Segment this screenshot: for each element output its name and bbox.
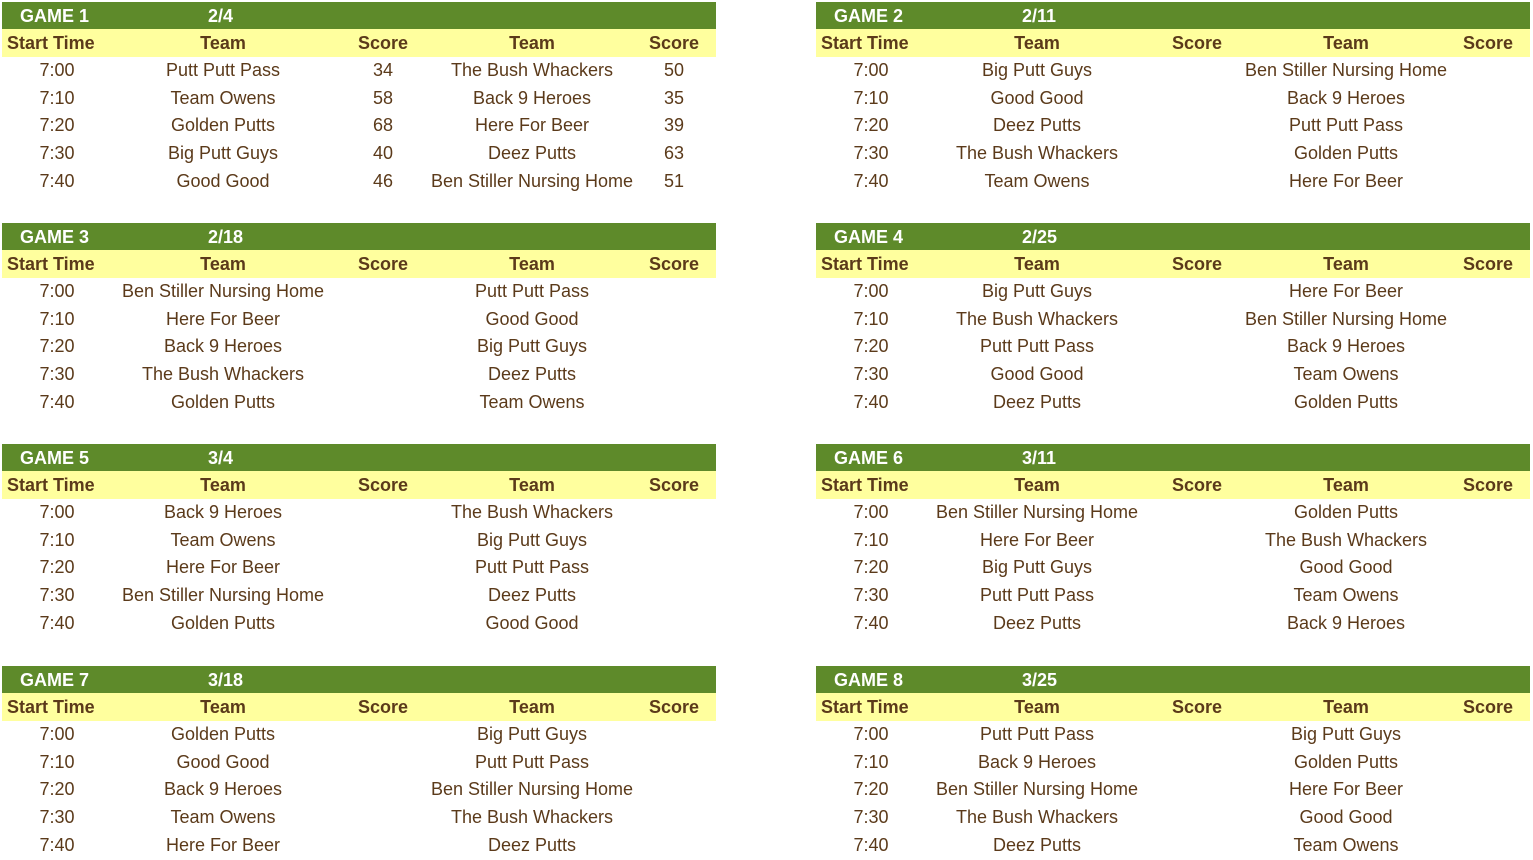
header-team: Team (200, 253, 246, 274)
score-cell (632, 609, 716, 637)
table-row (2, 140, 716, 168)
team-cell: Good Good (485, 308, 579, 329)
score-cell (1446, 582, 1530, 610)
table-row (816, 776, 1530, 804)
score-cell (1446, 140, 1530, 168)
team-cell: Here For Beer (474, 115, 590, 136)
start-time-cell: 7:30 (853, 364, 889, 385)
score-cell: 50 (663, 60, 685, 81)
score-cell (632, 749, 716, 777)
team-cell: Golden Putts (170, 724, 276, 745)
table-row (2, 361, 716, 389)
start-time-cell: 7:00 (39, 502, 75, 523)
start-time-cell: 7:20 (39, 115, 75, 136)
start-time-cell: 7:20 (39, 779, 75, 800)
team-cell: Team Owens (479, 391, 585, 412)
column-header-row (2, 29, 716, 57)
team-cell: Back 9 Heroes (1286, 87, 1406, 108)
column-header-row (2, 250, 716, 278)
game-title-row (816, 666, 1530, 693)
team-cell: Putt Putt Pass (979, 724, 1095, 745)
game-date: 3/18 (208, 670, 244, 690)
table-row (2, 57, 716, 85)
team-cell: Team Owens (170, 807, 276, 828)
team-cell: Ben Stiller Nursing Home (430, 779, 634, 800)
start-time-cell: 7:40 (853, 612, 889, 633)
table-row (816, 582, 1530, 610)
score-cell (1446, 388, 1530, 416)
column-header-row (816, 693, 1530, 721)
score-cell (632, 582, 716, 610)
table-row (816, 609, 1530, 637)
score-cell (632, 721, 716, 749)
start-time-cell: 7:10 (39, 308, 75, 329)
score-cell (1446, 278, 1530, 306)
score-cell (632, 278, 716, 306)
team-cell: Here For Beer (979, 529, 1095, 550)
team-cell: Deez Putts (487, 834, 577, 855)
team-cell: Team Owens (1293, 364, 1399, 385)
header-team: Team (509, 696, 555, 717)
start-time-cell: 7:30 (39, 143, 75, 164)
game-date: 2/11 (1022, 6, 1057, 26)
score-cell: 34 (372, 60, 394, 81)
score-cell: 40 (372, 143, 394, 164)
team-cell: Ben Stiller Nursing Home (430, 170, 634, 191)
table-row (816, 333, 1530, 361)
start-time-cell: 7:30 (39, 364, 75, 385)
team-cell: Deez Putts (487, 364, 577, 385)
team-cell: Putt Putt Pass (979, 585, 1095, 606)
start-time-cell: 7:20 (853, 779, 889, 800)
score-cell (1446, 721, 1530, 749)
score-cell (1446, 527, 1530, 555)
column-header-row (2, 471, 716, 499)
score-cell (632, 306, 716, 334)
start-time-cell: 7:10 (853, 308, 889, 329)
header-start-time: Start Time (7, 474, 95, 495)
team-cell: Team Owens (984, 170, 1090, 191)
start-time-cell: 7:40 (39, 170, 75, 191)
score-cell (632, 333, 716, 361)
table-row (2, 278, 716, 306)
start-time-cell: 7:10 (39, 751, 75, 772)
start-time-cell: 7:00 (853, 60, 889, 81)
header-team: Team (1014, 32, 1060, 53)
header-team: Team (509, 474, 555, 495)
table-row (816, 361, 1530, 389)
start-time-cell: 7:00 (853, 502, 889, 523)
game-date: 3/25 (1022, 670, 1058, 690)
game-block (2, 666, 716, 859)
team-cell: Back 9 Heroes (977, 751, 1097, 772)
game-date: 3/4 (208, 448, 234, 468)
table-row (2, 804, 716, 832)
header-start-time: Start Time (821, 32, 909, 53)
game-title-row (2, 2, 716, 29)
table-row (2, 776, 716, 804)
table-row (816, 527, 1530, 555)
game-block (816, 444, 1530, 637)
start-time-cell: 7:30 (39, 807, 75, 828)
start-time-cell: 7:30 (39, 585, 75, 606)
header-start-time: Start Time (821, 696, 909, 717)
team-cell: Golden Putts (1293, 391, 1399, 412)
table-row (2, 527, 716, 555)
game-date: 2/25 (1022, 227, 1058, 247)
start-time-cell: 7:10 (853, 751, 889, 772)
team-cell: Golden Putts (170, 391, 276, 412)
score-cell (1446, 112, 1530, 140)
team-cell: Here For Beer (165, 308, 281, 329)
team-cell: Good Good (176, 170, 270, 191)
team-cell: The Bush Whackers (450, 807, 614, 828)
start-time-cell: 7:10 (39, 87, 75, 108)
team-cell: Golden Putts (1293, 143, 1399, 164)
score-cell (1446, 804, 1530, 832)
header-score: Score (1171, 253, 1223, 274)
table-row (816, 167, 1530, 195)
header-score: Score (1462, 32, 1514, 53)
team-cell: Ben Stiller Nursing Home (1244, 308, 1448, 329)
team-cell: Putt Putt Pass (165, 60, 281, 81)
team-cell: The Bush Whackers (450, 60, 614, 81)
team-cell: Putt Putt Pass (474, 557, 590, 578)
header-score: Score (357, 32, 409, 53)
team-cell: Back 9 Heroes (472, 87, 592, 108)
start-time-cell: 7:20 (39, 336, 75, 357)
score-cell (632, 361, 716, 389)
team-cell: Ben Stiller Nursing Home (121, 585, 325, 606)
start-time-cell: 7:10 (853, 529, 889, 550)
team-cell: The Bush Whackers (141, 364, 305, 385)
column-header-row (2, 693, 716, 721)
header-team: Team (509, 32, 555, 53)
team-cell: Big Putt Guys (981, 281, 1093, 302)
score-cell: 68 (372, 115, 394, 136)
table-row (816, 85, 1530, 113)
header-score: Score (648, 474, 700, 495)
header-score: Score (1171, 474, 1223, 495)
start-time-cell: 7:40 (39, 834, 75, 855)
team-cell: Back 9 Heroes (1286, 612, 1406, 633)
team-cell: Team Owens (1293, 834, 1399, 855)
team-cell: Deez Putts (992, 115, 1082, 136)
header-score: Score (1171, 32, 1223, 53)
header-team: Team (1014, 253, 1060, 274)
team-cell: Team Owens (1293, 585, 1399, 606)
header-score: Score (1462, 253, 1514, 274)
game-block (816, 666, 1530, 859)
table-row (2, 112, 716, 140)
table-row (816, 749, 1530, 777)
header-team: Team (1014, 474, 1060, 495)
header-team: Team (509, 253, 555, 274)
team-cell: Good Good (990, 87, 1084, 108)
start-time-cell: 7:40 (39, 612, 75, 633)
game-label: GAME 6 (834, 448, 904, 468)
team-cell: Good Good (1299, 807, 1393, 828)
team-cell: Big Putt Guys (476, 336, 588, 357)
table-row (2, 388, 716, 416)
column-header-row (816, 29, 1530, 57)
table-row (816, 278, 1530, 306)
team-cell: Big Putt Guys (981, 557, 1093, 578)
table-row (816, 112, 1530, 140)
start-time-cell: 7:00 (853, 281, 889, 302)
game-block (816, 223, 1530, 416)
team-cell: Here For Beer (1288, 779, 1404, 800)
table-row (2, 721, 716, 749)
header-start-time: Start Time (7, 696, 95, 717)
team-cell: The Bush Whackers (955, 807, 1119, 828)
score-cell (1446, 554, 1530, 582)
team-cell: Big Putt Guys (167, 143, 279, 164)
start-time-cell: 7:20 (853, 115, 889, 136)
team-cell: Team Owens (170, 529, 276, 550)
score-cell (632, 499, 716, 527)
header-team: Team (1323, 696, 1369, 717)
start-time-cell: 7:00 (39, 724, 75, 745)
header-score: Score (648, 32, 700, 53)
game-title-row (816, 2, 1530, 29)
score-cell: 51 (663, 170, 685, 191)
column-header-row (816, 250, 1530, 278)
table-row (2, 582, 716, 610)
game-label: GAME 8 (834, 670, 904, 690)
team-cell: Deez Putts (992, 834, 1082, 855)
team-cell: Big Putt Guys (476, 529, 588, 550)
start-time-cell: 7:00 (853, 724, 889, 745)
score-cell: 35 (663, 87, 685, 108)
game-date: 2/18 (208, 227, 244, 247)
game-date: 2/4 (208, 6, 234, 26)
team-cell: Golden Putts (1293, 751, 1399, 772)
game-block (2, 2, 716, 195)
table-row (2, 749, 716, 777)
score-cell (632, 388, 716, 416)
team-cell: Here For Beer (1288, 281, 1404, 302)
team-cell: Putt Putt Pass (979, 336, 1095, 357)
game-title-row (816, 223, 1530, 250)
team-cell: Big Putt Guys (981, 60, 1093, 81)
score-cell: 39 (663, 115, 685, 136)
team-cell: Ben Stiller Nursing Home (935, 779, 1139, 800)
start-time-cell: 7:10 (39, 529, 75, 550)
game-title-row (2, 223, 716, 250)
start-time-cell: 7:10 (853, 87, 889, 108)
team-cell: Golden Putts (170, 115, 276, 136)
score-cell (1446, 361, 1530, 389)
team-cell: Ben Stiller Nursing Home (935, 502, 1139, 523)
header-start-time: Start Time (7, 32, 95, 53)
table-row (816, 57, 1530, 85)
start-time-cell: 7:40 (853, 834, 889, 855)
team-cell: Deez Putts (487, 143, 577, 164)
table-row (2, 554, 716, 582)
table-row (816, 831, 1530, 859)
team-cell: Putt Putt Pass (474, 281, 590, 302)
team-cell: The Bush Whackers (450, 502, 614, 523)
score-cell (632, 776, 716, 804)
table-row (816, 140, 1530, 168)
start-time-cell: 7:40 (39, 391, 75, 412)
team-cell: Big Putt Guys (476, 724, 588, 745)
game-label: GAME 4 (834, 227, 904, 247)
team-cell: Golden Putts (1293, 502, 1399, 523)
header-team: Team (1323, 253, 1369, 274)
score-cell (1446, 749, 1530, 777)
header-start-time: Start Time (821, 253, 909, 274)
score-cell: 63 (663, 143, 685, 164)
team-cell: Here For Beer (165, 557, 281, 578)
header-score: Score (357, 474, 409, 495)
start-time-cell: 7:20 (853, 557, 889, 578)
start-time-cell: 7:40 (853, 391, 889, 412)
table-row (816, 306, 1530, 334)
game-title-row (816, 444, 1530, 471)
start-time-cell: 7:30 (853, 585, 889, 606)
header-team: Team (200, 474, 246, 495)
table-row (816, 804, 1530, 832)
header-score: Score (648, 253, 700, 274)
team-cell: Back 9 Heroes (1286, 336, 1406, 357)
team-cell: Back 9 Heroes (163, 336, 283, 357)
table-row (2, 499, 716, 527)
team-cell: Deez Putts (992, 391, 1082, 412)
header-score: Score (357, 253, 409, 274)
table-row (2, 306, 716, 334)
start-time-cell: 7:20 (39, 557, 75, 578)
table-row (2, 85, 716, 113)
start-time-cell: 7:00 (39, 281, 75, 302)
score-cell: 58 (372, 87, 394, 108)
start-time-cell: 7:40 (853, 170, 889, 191)
game-date: 3/11 (1022, 448, 1057, 468)
team-cell: Good Good (990, 364, 1084, 385)
table-row (2, 167, 716, 195)
game-title-row (2, 444, 716, 471)
table-row (816, 554, 1530, 582)
team-cell: The Bush Whackers (955, 143, 1119, 164)
header-team: Team (1014, 696, 1060, 717)
start-time-cell: 7:00 (39, 60, 75, 81)
score-cell (1446, 831, 1530, 859)
start-time-cell: 7:30 (853, 807, 889, 828)
column-header-row (816, 471, 1530, 499)
header-team: Team (1323, 474, 1369, 495)
header-start-time: Start Time (821, 474, 909, 495)
header-score: Score (1462, 696, 1514, 717)
team-cell: Here For Beer (165, 834, 281, 855)
score-cell (1446, 609, 1530, 637)
table-row (816, 499, 1530, 527)
header-start-time: Start Time (7, 253, 95, 274)
score-cell (1446, 85, 1530, 113)
score-cell: 46 (372, 170, 394, 191)
score-cell (1446, 167, 1530, 195)
team-cell: Good Good (1299, 557, 1393, 578)
table-row (816, 388, 1530, 416)
team-cell: Back 9 Heroes (163, 502, 283, 523)
team-cell: Deez Putts (487, 585, 577, 606)
score-cell (1446, 333, 1530, 361)
team-cell: Big Putt Guys (1290, 724, 1402, 745)
table-row (2, 333, 716, 361)
table-row (816, 721, 1530, 749)
team-cell: Golden Putts (170, 612, 276, 633)
score-cell (1446, 776, 1530, 804)
score-cell (1446, 57, 1530, 85)
game-label: GAME 5 (20, 448, 90, 468)
team-cell: Ben Stiller Nursing Home (121, 281, 325, 302)
score-cell (632, 527, 716, 555)
score-cell (632, 831, 716, 859)
header-team: Team (1323, 32, 1369, 53)
start-time-cell: 7:20 (853, 336, 889, 357)
game-block (2, 223, 716, 416)
header-score: Score (1462, 474, 1514, 495)
team-cell: Putt Putt Pass (474, 751, 590, 772)
game-label: GAME 2 (834, 6, 904, 26)
score-cell (632, 554, 716, 582)
team-cell: Team Owens (170, 87, 276, 108)
header-score: Score (648, 696, 700, 717)
team-cell: Here For Beer (1288, 170, 1404, 191)
header-team: Team (200, 32, 246, 53)
team-cell: Good Good (176, 751, 270, 772)
team-cell: Putt Putt Pass (1288, 115, 1404, 136)
table-row (2, 831, 716, 859)
game-label: GAME 1 (20, 6, 90, 26)
team-cell: Back 9 Heroes (163, 779, 283, 800)
game-title-row (2, 666, 716, 693)
header-score: Score (1171, 696, 1223, 717)
score-cell (1446, 306, 1530, 334)
team-cell: The Bush Whackers (1264, 529, 1428, 550)
team-cell: Good Good (485, 612, 579, 633)
team-cell: The Bush Whackers (955, 308, 1119, 329)
header-score: Score (357, 696, 409, 717)
score-cell (632, 804, 716, 832)
game-block (2, 444, 716, 637)
game-label: GAME 7 (20, 670, 90, 690)
score-cell (1446, 499, 1530, 527)
table-row (2, 609, 716, 637)
start-time-cell: 7:30 (853, 143, 889, 164)
team-cell: Ben Stiller Nursing Home (1244, 60, 1448, 81)
team-cell: Deez Putts (992, 612, 1082, 633)
header-team: Team (200, 696, 246, 717)
game-label: GAME 3 (20, 227, 90, 247)
game-block (816, 2, 1530, 195)
